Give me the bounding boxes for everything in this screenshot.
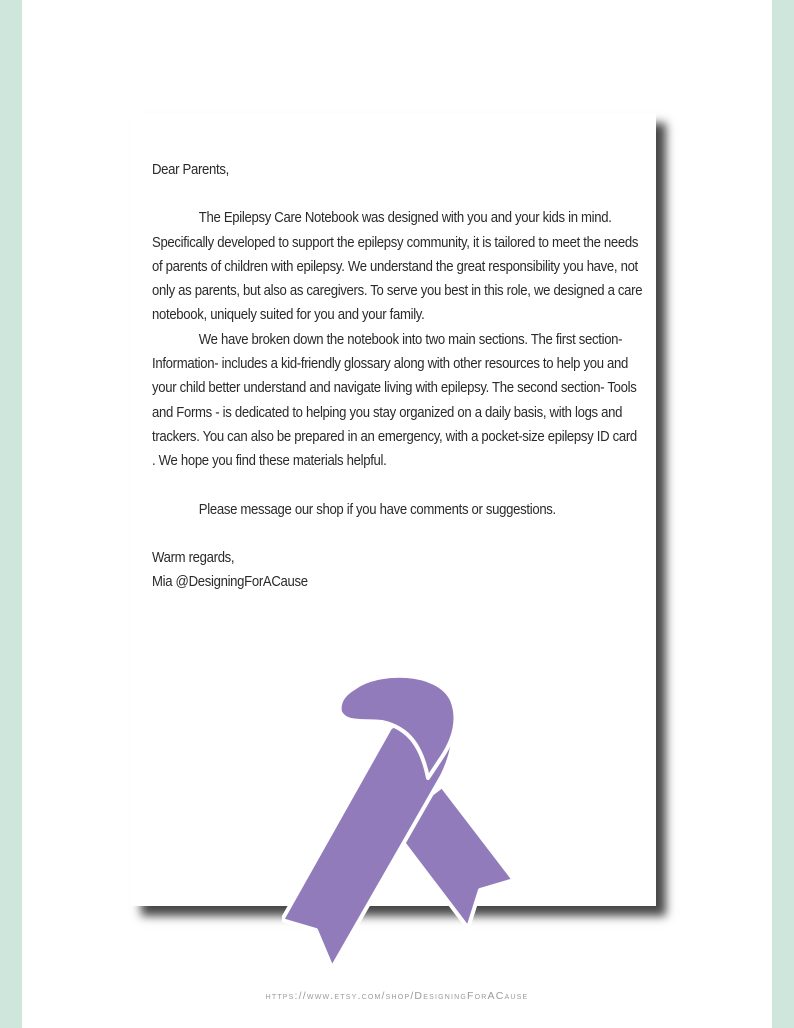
letter-body <box>152 158 643 594</box>
awareness-ribbon-icon <box>282 668 514 976</box>
letter-paragraph-1: The Epilepsy Care Notebook was designed with you and your kids in mind. Specifically developed to support the epilepsy community, it is tailored to meet the needs of parents of children with epilepsy. We understand the great responsibility you have, not only as parents, but also as caregivers. To serve you best in this role, we designed a care notebook, uniquely suited for you and your family. <box>152 210 643 324</box>
letter-closing: Warm regards, <box>152 549 235 566</box>
footer-url: https://www.etsy.com/shop/DesigningForACause <box>265 990 529 1002</box>
letter-greeting: Dear Parents, <box>152 162 229 178</box>
letter-signature: Mia @DesigningForACause <box>152 574 308 591</box>
right-border <box>772 0 794 1028</box>
letter-paragraph-2: We have broken down the notebook into two main sections. The first section- Information- includes a kid-friendly glossary along with other resources to help you and your child better understand and navigate living with epilepsy. The second section- Tools and Forms - is dedicated to helping you stay organized on a daily basis, with logs and trackers. You can also be prepared in an emergency, with a pocket-size epilepsy ID card . We hope you find these materials helpful. <box>152 331 637 470</box>
left-border <box>0 0 22 1028</box>
letter-paragraph-3: Please message our shop if you have comments or suggestions. <box>198 501 556 518</box>
